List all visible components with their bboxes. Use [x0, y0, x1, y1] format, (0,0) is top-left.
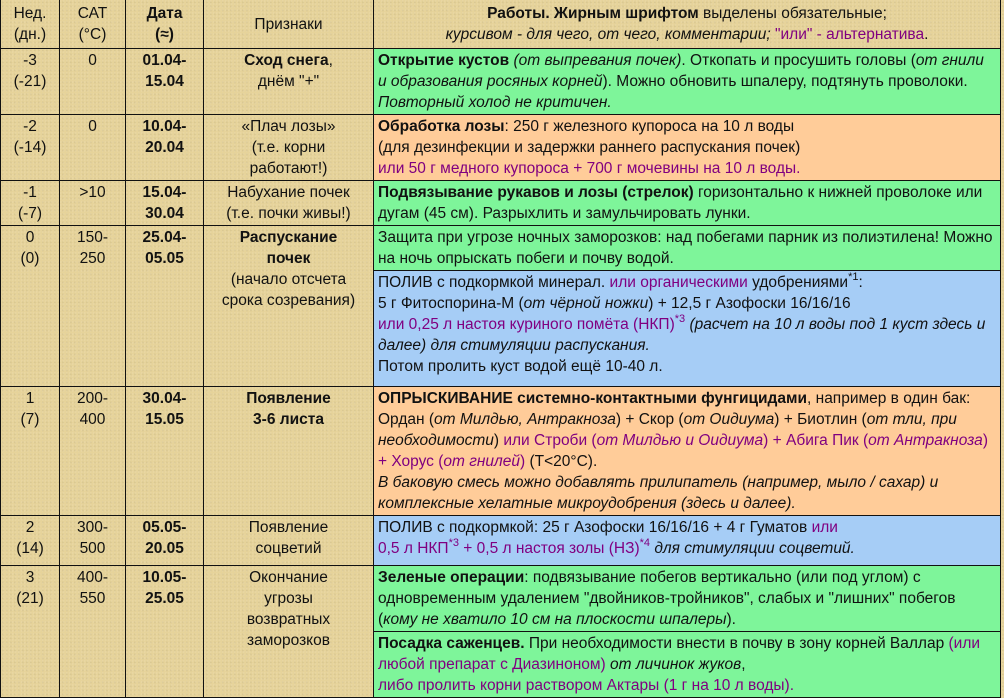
sign-cell: «Плач лозы» (т.е. корни работают!): [204, 115, 374, 181]
date-cell: 05.05- 20.05: [126, 516, 204, 566]
week-cell: 0 (0): [1, 226, 60, 387]
sat-cell: >10: [60, 181, 126, 226]
table-row: [1, 516, 1001, 566]
date-cell: 10.05- 25.05: [126, 566, 204, 698]
sat-cell: 200- 400: [60, 387, 126, 516]
work-cell: ПОЛИВ с подкормкой: 25 г Азофоски 16/16/16 + 4 г Гуматов или 0,5 л $НКП^{*3} + 0,5$ л настоя золы (НЗ)$^{*4}$ для стимуляции соцветий.: [374, 516, 1001, 566]
table-row: [1, 566, 1001, 632]
header-week: Нед. (дн.): [1, 0, 60, 49]
date-cell: 01.04- 15.04: [126, 49, 204, 115]
date-cell: 10.04- 20.04: [126, 115, 204, 181]
sign-cell: Сход снега, днём "+": [204, 49, 374, 115]
week-cell: -1 (-7): [1, 181, 60, 226]
work-cell: Открытие кустов (от выпревания почек). Откопать и просушить головы (от гнили и образования росяных корней). Можно обновить шпалеру, подтянуть проволоки. Повторный холод не критичен.: [374, 49, 1001, 115]
sat-cell: 300- 500: [60, 516, 126, 566]
table-row: [1, 181, 1001, 226]
table-row: [1, 226, 1001, 271]
sign-cell: Появление соцветий: [204, 516, 374, 566]
work-cell-green-operations: Зеленые операции: подвязывание побегов вертикально (или под углом) с одновременным удалением "двойников-тройников", слабых и "лишних" побегов (кому не хватило 10 см на плоскости шпалеры).: [374, 566, 1001, 632]
week-cell: 2 (14): [1, 516, 60, 566]
header-row: [1, 0, 1001, 49]
sat-cell: 0: [60, 49, 126, 115]
week-cell: 1 (7): [1, 387, 60, 516]
sign-cell: Появление 3-6 листа: [204, 387, 374, 516]
work-cell-frost-protection: Защита при угрозе ночных заморозков: над побегами парник из полиэтилена! Можно на ночь опрыскать побеги и почву водой.: [374, 226, 1001, 271]
header-sat: САТ (°С): [60, 0, 126, 49]
week-cell: -2 (-14): [1, 115, 60, 181]
header-works: Работы. Жирным шрифтом выделены обязательные; курсивом - для чего, от чего, комментарии; "или" - альтернатива.: [374, 0, 1001, 49]
sign-cell: Распускание почек (начало отсчета срока созревания): [204, 226, 374, 387]
work-cell: Подвязывание рукавов и лозы (стрелок) горизонтально к нижней проволоке или дугам (45 см). Разрыхлить и замульчировать лунки.: [374, 181, 1001, 226]
table-row: [1, 115, 1001, 181]
date-cell: 30.04- 15.05: [126, 387, 204, 516]
sat-cell: 0: [60, 115, 126, 181]
week-cell: 3 (21): [1, 566, 60, 698]
sat-cell: 150- 250: [60, 226, 126, 387]
sign-cell: Окончание угрозы возвратных заморозков: [204, 566, 374, 698]
work-cell: ОПРЫСКИВАНИЕ системно-контактными фунгицидами, например в один бак: Ордан (от Милдью, Антракноза) + Скор (от Оидиума) + Биотлин (от тли, при необходимости) или Строби (от Милдью и Оидиума) + Абига Пик (от Антракноза) + Хорус (от гнилей) (T<20°C). В баковую смесь можно добавлять прилипатель (например, мыло / сахар) и комплексные хелатные микроудобрения (здесь и далее).: [374, 387, 1001, 516]
sign-cell: Набухание почек (т.е. почки живы!): [204, 181, 374, 226]
header-date: Дата (≈): [126, 0, 204, 49]
work-cell-planting: Посадка саженцев. При необходимости внести в почву в зону корней Валлар (или любой препарат с Диазиноном) от личинок жуков, либо пролить корни раствором Актары (1 г на 10 л воды).: [374, 632, 1001, 698]
week-cell: -3 (-21): [1, 49, 60, 115]
sat-cell: 400- 550: [60, 566, 126, 698]
date-cell: 25.04- 05.05: [126, 226, 204, 387]
table-row: [1, 387, 1001, 516]
table-row: [1, 49, 1001, 115]
work-cell: Обработка лозы: 250 г железного купороса на 10 л воды (для дезинфекции и задержки раннего распускания почек) или 50 г медного купороса + 700 г мочевины на 10 л воды.: [374, 115, 1001, 181]
header-signs: Признаки: [204, 0, 374, 49]
work-cell-watering: ПОЛИВ с подкормкой минерал. или органическими удобрениями$^{*1}$: 5 г Фитоспорина-М (от чёрной ножки) + 12,5 г Азофоски 16/16/16 или 0,25 л настоя куриного помёта (НКП)$^{*3}$ (расчет на 10 л воды под 1 куст здесь и далее) для стимуляции распускания. Потом пролить куст водой ещё 10-40 л.: [374, 271, 1001, 387]
date-cell: 15.04- 30.04: [126, 181, 204, 226]
